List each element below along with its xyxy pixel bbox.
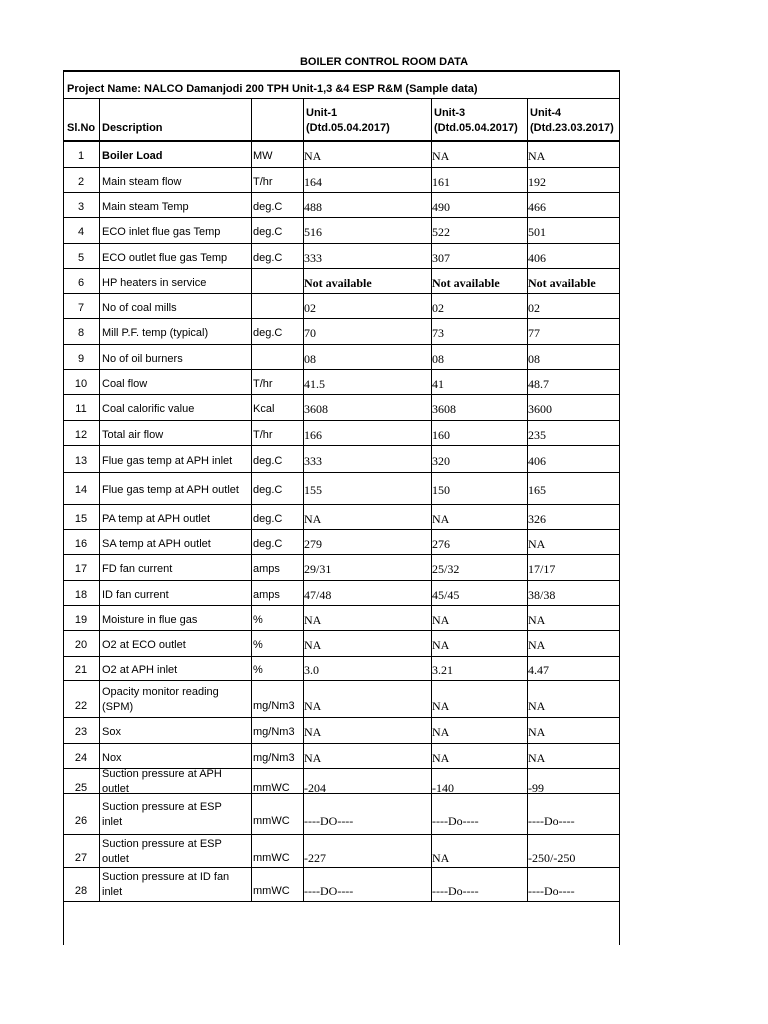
row-serial-number: 5 xyxy=(77,252,85,264)
header-slno: Sl.No xyxy=(67,122,96,134)
unit1-value: 3608 xyxy=(304,402,328,416)
row-serial-number: 25 xyxy=(74,782,88,794)
unit3-value: NA xyxy=(432,613,450,627)
unit4-value: NA xyxy=(528,725,546,739)
unit3-value: 73 xyxy=(432,326,444,340)
unit1-value: 08 xyxy=(304,352,316,366)
row-description: Boiler Load xyxy=(102,150,163,162)
row-unit: deg.C xyxy=(253,252,283,264)
row-description: inlet xyxy=(102,816,123,828)
grid-line-horizontal xyxy=(63,630,619,631)
unit4-value: 466 xyxy=(528,200,546,214)
row-unit: deg.C xyxy=(253,513,283,525)
row-unit: % xyxy=(253,639,263,651)
row-description: Flue gas temp at APH inlet xyxy=(102,455,233,467)
unit4-value: ----Do---- xyxy=(528,814,575,828)
row-serial-number: 26 xyxy=(74,815,88,827)
grid-line-horizontal xyxy=(63,369,619,370)
row-description: FD fan current xyxy=(102,563,173,575)
row-serial-number: 9 xyxy=(77,353,85,365)
grid-line-horizontal xyxy=(63,192,619,193)
unit1-value: 166 xyxy=(304,428,322,442)
unit4-value: NA xyxy=(528,149,546,163)
row-description: ECO outlet flue gas Temp xyxy=(102,252,228,264)
unit4-value: 3600 xyxy=(528,402,552,416)
row-unit: mmWC xyxy=(253,815,290,827)
row-serial-number: 6 xyxy=(77,277,85,289)
row-unit: mg/Nm3 xyxy=(253,726,295,738)
unit1-value: 333 xyxy=(304,251,322,265)
header-unit4-title: Unit-4 xyxy=(530,107,562,119)
row-unit: Kcal xyxy=(253,403,275,415)
grid-line-vertical xyxy=(619,70,620,945)
row-serial-number: 24 xyxy=(74,752,88,764)
unit1-value: NA xyxy=(304,751,322,765)
unit3-value: NA xyxy=(432,725,450,739)
unit4-value: 192 xyxy=(528,175,546,189)
unit4-value: 4.47 xyxy=(528,663,549,677)
unit3-value: NA xyxy=(432,512,450,526)
unit3-value: 3608 xyxy=(432,402,456,416)
row-unit: mmWC xyxy=(253,885,290,897)
unit3-value: 3.21 xyxy=(432,663,453,677)
grid-line-horizontal xyxy=(63,344,619,345)
grid-line-horizontal xyxy=(63,834,619,835)
grid-line-horizontal xyxy=(63,867,619,868)
unit3-value: 160 xyxy=(432,428,450,442)
row-unit: T/hr xyxy=(253,176,273,188)
row-description: Flue gas temp at APH outlet xyxy=(102,484,239,496)
row-unit: % xyxy=(253,664,263,676)
row-description: PA temp at APH outlet xyxy=(102,513,211,525)
unit3-value: 02 xyxy=(432,301,444,315)
unit3-value: NA xyxy=(432,699,450,713)
unit1-value: 279 xyxy=(304,537,322,551)
unit4-value: -99 xyxy=(528,781,544,795)
row-description: Suction pressure at ESP xyxy=(102,838,222,850)
unit4-value: NA xyxy=(528,613,546,627)
row-description: ID fan current xyxy=(102,589,169,601)
header-unit3-date: (Dtd.05.04.2017) xyxy=(434,122,518,134)
unit4-value: 165 xyxy=(528,483,546,497)
unit3-value: 490 xyxy=(432,200,450,214)
row-serial-number: 8 xyxy=(77,327,85,339)
grid-line-horizontal xyxy=(63,394,619,395)
row-description: (SPM) xyxy=(102,701,134,713)
row-unit: T/hr xyxy=(253,429,273,441)
unit4-value: 17/17 xyxy=(528,562,556,576)
unit1-value: 70 xyxy=(304,326,316,340)
unit1-value: 47/48 xyxy=(304,588,332,602)
grid-line-vertical xyxy=(251,98,252,901)
grid-line-horizontal xyxy=(63,243,619,244)
unit1-value: 41.5 xyxy=(304,377,325,391)
grid-line-horizontal xyxy=(63,472,619,473)
grid-line-horizontal xyxy=(63,167,619,168)
unit1-value: NA xyxy=(304,699,322,713)
unit3-value: NA xyxy=(432,638,450,652)
row-description: O2 at ECO outlet xyxy=(102,639,186,651)
row-serial-number: 7 xyxy=(77,302,85,314)
header-unit3-title: Unit-3 xyxy=(434,107,466,119)
row-serial-number: 19 xyxy=(74,614,88,626)
unit1-value: 164 xyxy=(304,175,322,189)
unit4-value: 08 xyxy=(528,352,540,366)
unit3-value: ----Do---- xyxy=(432,884,479,898)
unit4-value: 38/38 xyxy=(528,588,556,602)
unit1-value: Not available xyxy=(304,276,372,290)
row-description: ECO inlet flue gas Temp xyxy=(102,226,221,238)
row-serial-number: 10 xyxy=(74,378,88,390)
unit3-value: NA xyxy=(432,751,450,765)
unit1-value: NA xyxy=(304,512,322,526)
unit4-value: 02 xyxy=(528,301,540,315)
page-title: BOILER CONTROL ROOM DATA xyxy=(299,56,469,68)
unit4-value: 326 xyxy=(528,512,546,526)
unit1-value: -227 xyxy=(304,851,326,865)
unit3-value: 08 xyxy=(432,352,444,366)
grid-line-horizontal xyxy=(63,656,619,657)
row-unit: T/hr xyxy=(253,378,273,390)
grid-line-horizontal xyxy=(63,420,619,421)
row-serial-number: 17 xyxy=(74,563,88,575)
row-description: Suction pressure at ESP xyxy=(102,801,222,813)
row-description: outlet xyxy=(102,783,129,795)
unit1-value: ----DO---- xyxy=(304,814,354,828)
unit3-value: ----Do---- xyxy=(432,814,479,828)
row-serial-number: 4 xyxy=(77,226,85,238)
row-unit: mmWC xyxy=(253,852,290,864)
header-unit1-title: Unit-1 xyxy=(306,107,338,119)
row-description: Mill P.F. temp (typical) xyxy=(102,327,209,339)
grid-line-horizontal xyxy=(63,318,619,319)
grid-line-horizontal xyxy=(63,445,619,446)
unit3-value: 161 xyxy=(432,175,450,189)
row-unit: deg.C xyxy=(253,226,283,238)
grid-line-horizontal xyxy=(63,70,619,72)
row-unit: MW xyxy=(253,150,273,162)
unit4-value: -250/-250 xyxy=(528,851,576,865)
row-description: Opacity monitor reading xyxy=(102,686,219,698)
row-serial-number: 28 xyxy=(74,885,88,897)
unit3-value: 150 xyxy=(432,483,450,497)
grid-line-horizontal xyxy=(63,268,619,269)
unit1-value: 02 xyxy=(304,301,316,315)
row-description: inlet xyxy=(102,886,123,898)
unit3-value: 25/32 xyxy=(432,562,460,576)
row-unit: mmWC xyxy=(253,782,290,794)
unit3-value: NA xyxy=(432,149,450,163)
unit1-value: NA xyxy=(304,725,322,739)
header-unit4-date: (Dtd.23.03.2017) xyxy=(530,122,614,134)
unit1-value: 333 xyxy=(304,454,322,468)
unit4-value: ----Do---- xyxy=(528,884,575,898)
grid-line-horizontal xyxy=(63,680,619,681)
unit1-value: ----DO---- xyxy=(304,884,354,898)
unit3-value: NA xyxy=(432,851,450,865)
grid-line-horizontal xyxy=(63,717,619,718)
header-description: Description xyxy=(102,122,163,134)
unit1-value: 29/31 xyxy=(304,562,332,576)
grid-line-horizontal xyxy=(63,98,619,99)
unit4-value: 406 xyxy=(528,251,546,265)
unit3-value: Not available xyxy=(432,276,500,290)
unit1-value: 155 xyxy=(304,483,322,497)
unit1-value: NA xyxy=(304,638,322,652)
project-name: Project Name: NALCO Damanjodi 200 TPH Unit-1,3 &4 ESP R&M (Sample data) xyxy=(67,83,478,95)
grid-line-horizontal xyxy=(63,901,619,902)
grid-line-horizontal xyxy=(63,580,619,581)
grid-line-horizontal xyxy=(63,605,619,606)
unit1-value: 516 xyxy=(304,225,322,239)
unit3-value: 522 xyxy=(432,225,450,239)
row-description: Main steam flow xyxy=(102,176,182,188)
row-serial-number: 22 xyxy=(74,700,88,712)
row-serial-number: 15 xyxy=(74,513,88,525)
unit3-value: 276 xyxy=(432,537,450,551)
grid-line-vertical xyxy=(99,98,100,901)
row-description: O2 at APH inlet xyxy=(102,664,178,676)
unit4-value: NA xyxy=(528,638,546,652)
unit4-value: 235 xyxy=(528,428,546,442)
row-description: Suction pressure at ID fan xyxy=(102,871,230,883)
row-serial-number: 1 xyxy=(77,150,85,162)
unit3-value: 320 xyxy=(432,454,450,468)
grid-line-horizontal xyxy=(63,293,619,294)
row-serial-number: 16 xyxy=(74,538,88,550)
unit3-value: 45/45 xyxy=(432,588,460,602)
unit4-value: NA xyxy=(528,537,546,551)
row-description: No of oil burners xyxy=(102,353,183,365)
unit4-value: 501 xyxy=(528,225,546,239)
grid-line-horizontal xyxy=(63,504,619,505)
unit4-value: 77 xyxy=(528,326,540,340)
row-description: Coal flow xyxy=(102,378,148,390)
row-unit: deg.C xyxy=(253,484,283,496)
row-unit: mg/Nm3 xyxy=(253,700,295,712)
row-serial-number: 21 xyxy=(74,664,88,676)
unit1-value: 3.0 xyxy=(304,663,319,677)
unit4-value: 406 xyxy=(528,454,546,468)
unit3-value: -140 xyxy=(432,781,454,795)
row-serial-number: 12 xyxy=(74,429,88,441)
row-unit: deg.C xyxy=(253,538,283,550)
row-description: No of coal mills xyxy=(102,302,177,314)
unit4-value: NA xyxy=(528,751,546,765)
row-serial-number: 20 xyxy=(74,639,88,651)
unit1-value: NA xyxy=(304,613,322,627)
row-serial-number: 23 xyxy=(74,726,88,738)
row-description: Moisture in flue gas xyxy=(102,614,198,626)
grid-line-horizontal xyxy=(63,554,619,555)
grid-line-horizontal xyxy=(63,140,619,142)
row-description: Total air flow xyxy=(102,429,164,441)
row-unit: % xyxy=(253,614,263,626)
row-description: Sox xyxy=(102,726,121,738)
row-serial-number: 11 xyxy=(75,403,87,415)
row-serial-number: 3 xyxy=(77,201,85,213)
unit1-value: 488 xyxy=(304,200,322,214)
row-unit: deg.C xyxy=(253,455,283,467)
row-unit: amps xyxy=(253,589,280,601)
row-serial-number: 27 xyxy=(74,852,88,864)
unit1-value: -204 xyxy=(304,781,326,795)
row-serial-number: 2 xyxy=(77,176,85,188)
row-description: Nox xyxy=(102,752,122,764)
grid-line-horizontal xyxy=(63,217,619,218)
unit4-value: 48.7 xyxy=(528,377,549,391)
row-unit: deg.C xyxy=(253,327,283,339)
row-unit: mg/Nm3 xyxy=(253,752,295,764)
row-description: outlet xyxy=(102,853,129,865)
unit1-value: NA xyxy=(304,149,322,163)
row-serial-number: 18 xyxy=(74,589,88,601)
unit4-value: Not available xyxy=(528,276,596,290)
row-unit: amps xyxy=(253,563,280,575)
row-description: HP heaters in service xyxy=(102,277,207,289)
row-description: SA temp at APH outlet xyxy=(102,538,211,550)
header-unit1-date: (Dtd.05.04.2017) xyxy=(306,122,390,134)
row-serial-number: 13 xyxy=(74,455,88,467)
grid-line-horizontal xyxy=(63,529,619,530)
row-description: Coal calorific value xyxy=(102,403,195,415)
unit3-value: 307 xyxy=(432,251,450,265)
unit4-value: NA xyxy=(528,699,546,713)
row-description: Suction pressure at APH xyxy=(102,768,222,780)
unit3-value: 41 xyxy=(432,377,444,391)
row-unit: deg.C xyxy=(253,201,283,213)
row-description: Main steam Temp xyxy=(102,201,189,213)
grid-line-horizontal xyxy=(63,743,619,744)
row-serial-number: 14 xyxy=(74,484,88,496)
